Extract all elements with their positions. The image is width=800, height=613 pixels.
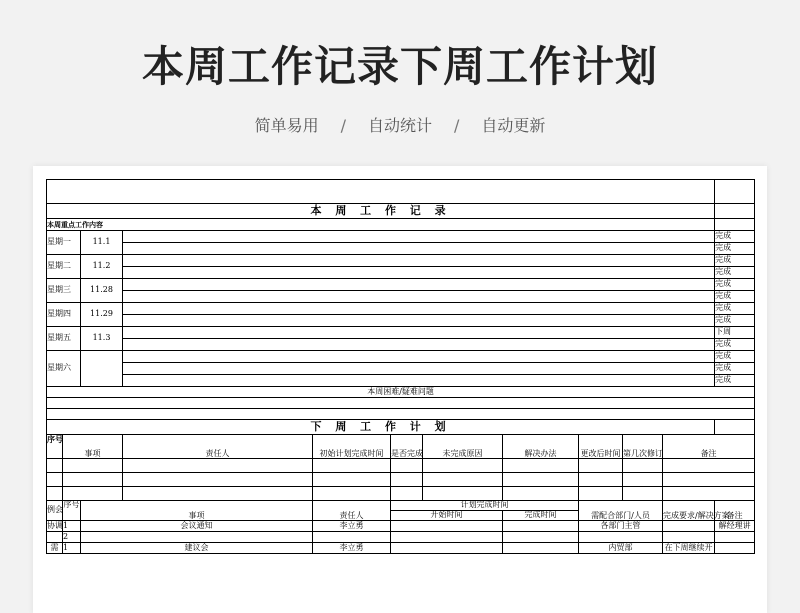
- meeting-col-plan-time: 计划完成时间: [391, 501, 579, 511]
- status-cell[interactable]: 完成: [715, 339, 755, 351]
- task-cell[interactable]: [123, 231, 715, 243]
- col-done: 是否完成: [391, 435, 423, 459]
- meeting-item[interactable]: 会议通知: [81, 521, 313, 532]
- status-cell[interactable]: 下周: [715, 327, 755, 339]
- status-cell[interactable]: 完成: [715, 375, 755, 387]
- meeting-item[interactable]: [81, 532, 313, 543]
- day-row: [47, 291, 755, 303]
- day-label: 星期二: [47, 255, 81, 279]
- meeting-owner[interactable]: [313, 532, 391, 543]
- meeting-col-owner: 责任人: [313, 501, 391, 521]
- task-cell[interactable]: [123, 279, 715, 291]
- meeting-label: 需: [47, 543, 63, 554]
- meeting-label: 协调: [47, 520, 63, 530]
- blank-cell[interactable]: [47, 180, 715, 204]
- meeting-col-start: 开始时间: [391, 511, 503, 521]
- task-cell[interactable]: [123, 327, 715, 339]
- record-title-row: [47, 204, 755, 219]
- plan-row: [47, 487, 755, 501]
- feature-tags: [0, 113, 800, 136]
- plan-title: 下 周 工 作 计 划: [47, 420, 715, 435]
- task-cell[interactable]: [123, 363, 715, 375]
- day-row: [47, 267, 755, 279]
- meeting-remark[interactable]: [715, 532, 755, 543]
- meeting-seq[interactable]: 2: [63, 532, 81, 543]
- day-date: 11.29: [81, 303, 123, 327]
- meeting-item[interactable]: 建议会: [81, 543, 313, 554]
- work-record-table: [46, 179, 755, 554]
- task-cell[interactable]: [123, 291, 715, 303]
- day-row: [47, 327, 755, 339]
- meeting-remark[interactable]: [715, 543, 755, 554]
- blank-cell[interactable]: [715, 180, 755, 204]
- meeting-seq[interactable]: 1: [63, 543, 81, 554]
- day-date: 11.1: [81, 231, 123, 255]
- spreadsheet: [33, 166, 767, 613]
- task-cell[interactable]: [123, 315, 715, 327]
- meeting-col-item: 事项: [81, 501, 313, 521]
- meeting-dept[interactable]: 各部门主管: [579, 521, 663, 532]
- meeting-col-seq: 序号: [63, 501, 81, 521]
- status-cell[interactable]: 完成: [715, 351, 755, 363]
- tag-2: 自动统计: [367, 116, 432, 135]
- col-revision: 第几次修订: [623, 435, 663, 459]
- day-row: [47, 279, 755, 291]
- page-title: 本周工作记录下周工作计划: [141, 42, 658, 91]
- day-label: 星期四: [47, 303, 81, 327]
- status-cell[interactable]: 完成: [715, 279, 755, 291]
- blank-header-row: [47, 180, 755, 204]
- difficulties-row: [47, 398, 755, 409]
- meeting-col-requirement: 完成要求/解决方案: [663, 501, 715, 521]
- col-remark: 备注: [663, 435, 755, 459]
- day-label: 星期一: [47, 231, 81, 255]
- meeting-dept[interactable]: 内贸部: [579, 543, 663, 554]
- task-cell[interactable]: [123, 303, 715, 315]
- record-title: 本 周 工 作 记 录: [47, 204, 715, 219]
- day-row: [47, 351, 755, 363]
- task-cell[interactable]: [123, 267, 715, 279]
- meeting-row: [47, 521, 755, 532]
- meeting-row: [47, 532, 755, 543]
- col-seq: 序号: [47, 435, 63, 459]
- status-cell[interactable]: 完成: [715, 303, 755, 315]
- status-cell[interactable]: 完成: [715, 267, 755, 279]
- col-owner: 责任人: [123, 435, 313, 459]
- col-reason: 未完成原因: [423, 435, 503, 459]
- task-cell[interactable]: [123, 351, 715, 363]
- difficulties-label: 本周困难/疑难问题: [47, 387, 755, 398]
- tag-3: 自动更新: [481, 116, 546, 135]
- day-date: [81, 351, 123, 387]
- day-label: 星期三: [47, 279, 81, 303]
- status-cell[interactable]: 完成: [715, 363, 755, 375]
- separator: /: [454, 116, 460, 135]
- day-row: [47, 303, 755, 315]
- col-changed-time: 更改后时间: [579, 435, 623, 459]
- difficulties-cell[interactable]: [47, 409, 755, 420]
- day-row: [47, 255, 755, 267]
- meeting-col-dept: 需配合部门/人员: [579, 501, 663, 521]
- col-solution: 解决办法: [503, 435, 579, 459]
- difficulties-row: [47, 409, 755, 420]
- day-label: 星期六: [47, 351, 81, 387]
- plan-row: [47, 473, 755, 487]
- separator: /: [340, 116, 346, 135]
- difficulties-cell[interactable]: [47, 398, 755, 409]
- status-cell[interactable]: 完成: [715, 231, 755, 243]
- task-cell[interactable]: [123, 339, 715, 351]
- day-date: 11.2: [81, 255, 123, 279]
- meeting-remark[interactable]: 解经理讲: [715, 521, 755, 532]
- meeting-requirement[interactable]: [663, 521, 715, 532]
- plan-title-row: [47, 420, 755, 435]
- meeting-requirement[interactable]: [663, 532, 715, 543]
- day-row: [47, 231, 755, 243]
- meeting-label: 例会: [47, 501, 63, 521]
- status-cell[interactable]: 完成: [715, 243, 755, 255]
- day-row: [47, 315, 755, 327]
- status-cell[interactable]: 完成: [715, 291, 755, 303]
- meeting-header-row: [47, 501, 755, 511]
- day-date: 11.28: [81, 279, 123, 303]
- status-cell[interactable]: 完成: [715, 315, 755, 327]
- day-row: [47, 339, 755, 351]
- meeting-col-remark: 备注: [715, 501, 755, 521]
- meeting-dept[interactable]: [579, 532, 663, 543]
- col-initial-time: 初始计划完成时间: [313, 435, 391, 459]
- record-subheading: 本周重点工作内容: [47, 219, 715, 231]
- meeting-row: [47, 543, 755, 554]
- meeting-owner[interactable]: 李立勇: [313, 521, 391, 532]
- day-row: [47, 363, 755, 375]
- status-cell[interactable]: 完成: [715, 255, 755, 267]
- record-subheading-row: [47, 219, 755, 231]
- plan-header-row: [47, 435, 755, 459]
- day-date: 11.3: [81, 327, 123, 351]
- meeting-requirement[interactable]: 在下周继续开: [663, 543, 715, 554]
- task-cell[interactable]: [123, 243, 715, 255]
- meeting-col-finish: 完成时间: [503, 511, 579, 521]
- task-cell[interactable]: [123, 375, 715, 387]
- day-label: 星期五: [47, 327, 81, 351]
- day-row: [47, 243, 755, 255]
- task-cell[interactable]: [123, 255, 715, 267]
- difficulties-label-row: [47, 387, 755, 398]
- day-row: [47, 375, 755, 387]
- meeting-owner[interactable]: 李立勇: [313, 543, 391, 554]
- meeting-seq[interactable]: 1: [63, 521, 81, 532]
- plan-row: [47, 459, 755, 473]
- col-item: 事项: [63, 435, 123, 459]
- tag-1: 简单易用: [254, 116, 319, 135]
